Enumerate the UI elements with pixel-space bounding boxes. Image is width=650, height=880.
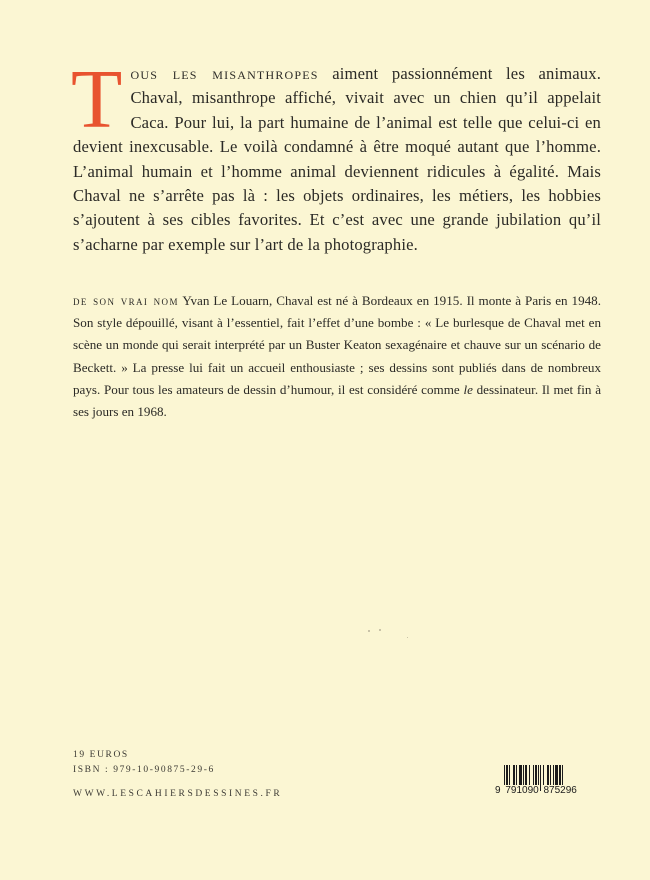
bio-text-part2: dessinateur. Il met fin à ses jours en 1968. [73,381,602,420]
price-label: 19 EUROS [73,750,129,760]
barcode-digits [494,785,578,796]
paper-speck [368,630,370,632]
intro-text: aiment passionnément les animaux. Chaval, misanthrope affiché, vivait avec un chien qu’il appelait Caca. Pour lui, la part humaine de l’animal est telle que celui-ci en devient inexcusable. Le voilà condamné à être moqué autant que l’homme. L’animal humain et l’homme animal deviennent ridicules à égalité. Mais Chaval ne s’arrête pas là : les objets ordinaires, les métiers, les hobbies s’ajoutent à ses cibles favorites. Et c’est avec une grande jubilation qu’il s’acharne par exemple sur l’art de la photographie. [73,64,601,254]
isbn-label: ISBN : 979-10-90875-29-6 [73,764,215,775]
drop-cap: T [71,53,123,146]
paper-speck [407,637,408,638]
bio-lead-smallcaps: de son vrai nom [73,293,179,308]
website-link[interactable]: WWW.LESCAHIERSDESSINES.FR [73,789,283,799]
barcode-group-1: 791090 [505,785,539,796]
intro-lead-smallcaps: ous les misanthropes [130,64,319,83]
intro-paragraph [71,53,601,257]
barcode-first-digit: 9 [495,785,501,796]
paper-speck [379,629,381,631]
bio-italic-word: le [463,381,473,397]
barcode-group-2: 875296 [543,785,577,796]
biography-paragraph [73,290,601,423]
price-isbn-block [73,748,215,777]
bio-text-part1: Yvan Le Louarn, Chaval est né à Bordeaux en 1915. Il monte à Paris en 1948. Son style dépouillé, visant à l’essentiel, fait l’effet d’une bombe : « Le burlesque de Chaval met en scène un monde qui serait interprété par un Buster Keaton sexagénaire et chauve sur un scénario de Beckett. » La presse lui fait un accueil enthousiaste ; ses dessins sont publiés dans de nombreux pays. Pour tous les amateurs de dessin d’humour, il est considéré comme [73,293,601,397]
barcode [494,765,586,797]
